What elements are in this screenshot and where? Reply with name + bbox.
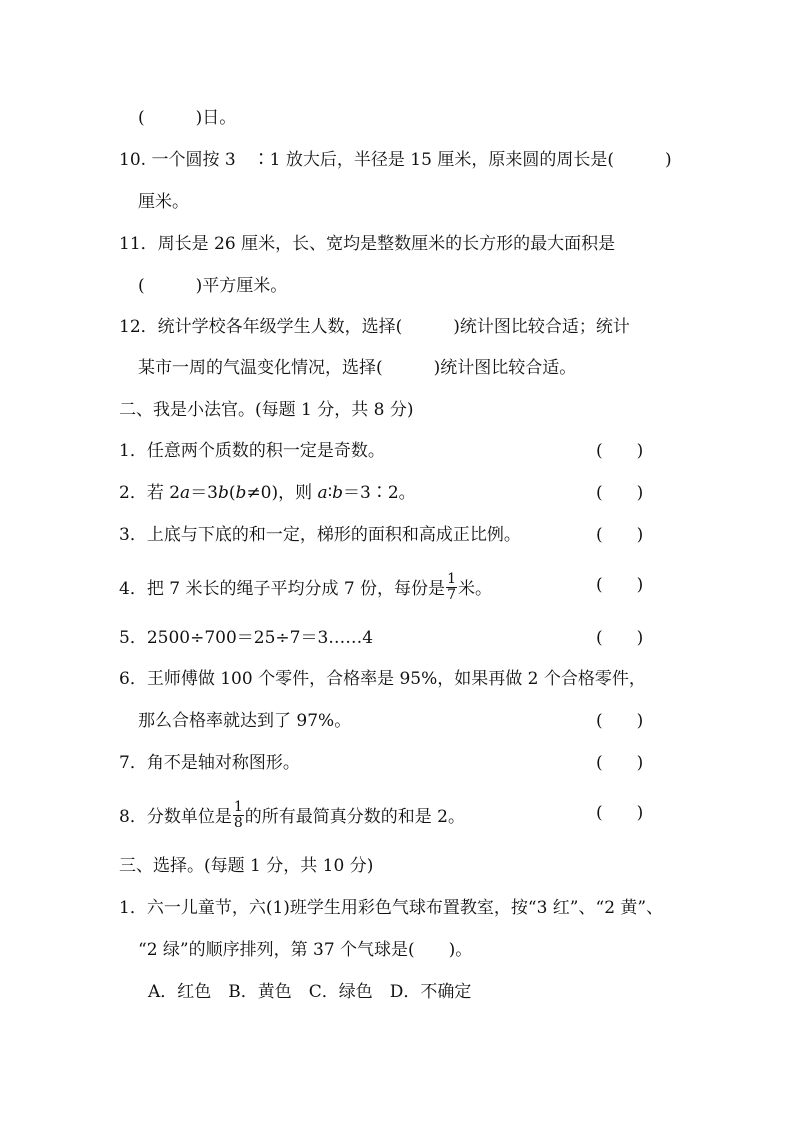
judge-4-numerator: 1 [447, 571, 456, 587]
judge-8-fraction [233, 800, 244, 831]
judge-1-answer[interactable]: ( ) [596, 441, 644, 461]
choice-1-options[interactable]: A．红色 B．黄色 C．绿色 D．不确定 [148, 982, 472, 1002]
judge-4-fraction [446, 572, 457, 603]
q10-line1: 10. 一个圆按 3 ∶1 放大后，半径是 15 厘米，原来圆的周长是( ) [119, 150, 672, 170]
q10-line2: 厘米。 [138, 192, 189, 212]
judge-2-neq: ≠0)，则 [246, 483, 318, 503]
q11-line1: 11．周长是 26 厘米，长、宽均是整数厘米的长方形的最大面积是 [119, 234, 616, 254]
judge-4-post: 米。 [457, 579, 492, 599]
choice-1-line1: 1．六一儿童节，六(1)班学生用彩色气球布置教室，按“3 红”、“2 黄”、 [119, 898, 664, 918]
judge-7: 7．角不是轴对称图形。 [119, 753, 300, 773]
q12-line2: 某市一周的气温变化情况，选择( )统计图比较合适。 [138, 358, 577, 378]
judge-4 [119, 571, 492, 603]
judge-2-mid: ＝3 [190, 483, 219, 503]
judge-8-denominator: 8 [233, 815, 243, 831]
judge-5-answer[interactable]: ( ) [596, 628, 644, 648]
choice-1-line2: “2 绿”的顺序排列，第 37 个气球是( )。 [138, 940, 473, 960]
judge-8 [119, 799, 465, 831]
judge-7-answer[interactable]: ( ) [596, 753, 644, 773]
section-3-heading: 三、选择。(每题 1 分，共 10 分) [119, 856, 374, 876]
judge-3-answer[interactable]: ( ) [596, 525, 644, 545]
judge-2-paren-open: ( [228, 483, 236, 503]
judge-2-var-a2: a [317, 483, 328, 503]
judge-6-line1: 6．王师傅做 100 个零件，合格率是 95%，如果再做 2 个合格零件， [119, 669, 646, 689]
judge-2-var-a: a [180, 483, 191, 503]
section-2-heading: 二、我是小法官。(每题 1 分，共 8 分) [119, 400, 414, 420]
judge-6-line2: 那么合格率就达到了 97%。 [138, 711, 352, 731]
judge-8-numerator: 1 [233, 799, 243, 815]
judge-6-answer[interactable]: ( ) [596, 711, 644, 731]
judge-2-post: ＝3∶2。 [343, 483, 416, 503]
judge-8-pre: 8．分数单位是 [119, 807, 232, 827]
judge-5: 5．2500÷700＝25÷7＝3……4 [119, 628, 374, 648]
judge-2 [119, 482, 416, 504]
q9-continuation: ( )日。 [138, 108, 237, 128]
judge-2-var-b: b [218, 483, 229, 503]
judge-2-var-b2: b [235, 483, 247, 503]
judge-4-denominator: 7 [447, 587, 456, 603]
q11-line2: ( )平方厘米。 [138, 276, 288, 296]
judge-2-colon: ∶ [327, 483, 333, 503]
judge-8-post: 的所有最简真分数的和是 2。 [244, 807, 465, 827]
judge-3: 3．上底与下底的和一定，梯形的面积和高成正比例。 [119, 525, 521, 545]
q12-line1: 12．统计学校各年级学生人数，选择( )统计图比较合适；统计 [119, 317, 630, 337]
judge-8-answer[interactable]: ( ) [596, 803, 644, 823]
judge-4-answer[interactable]: ( ) [596, 575, 644, 595]
judge-2-pre: 2．若 2 [119, 483, 181, 503]
judge-2-answer[interactable]: ( ) [596, 483, 644, 503]
judge-2-var-b3: b [332, 483, 344, 503]
judge-1: 1．任意两个质数的积一定是奇数。 [119, 441, 385, 461]
judge-4-pre: 4．把 7 米长的绳子平均分成 7 份，每份是 [119, 579, 446, 599]
